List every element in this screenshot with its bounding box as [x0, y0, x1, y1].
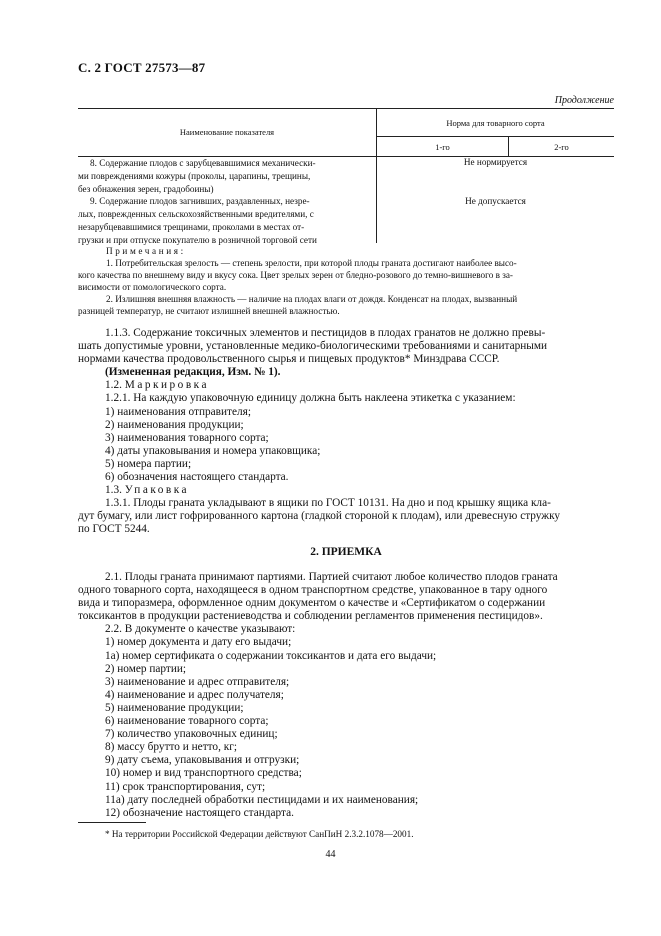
table-row-9: [78, 195, 372, 247]
page-number: 44: [325, 849, 336, 860]
subsection-13-heading: [78, 484, 614, 497]
subsection-title: Маркировка: [124, 379, 209, 392]
notes-title: Примечания:: [106, 246, 186, 256]
section-2-title: 2. ПРИЕМКА: [310, 546, 382, 558]
list-item: 3) наименование и адрес отправителя;: [105, 675, 290, 688]
list-item: 10) номер и вид транспортного средства;: [105, 767, 302, 780]
list-item: 11а) дату последней обработки пестицидами и их наименования;: [105, 793, 419, 806]
row-9-value: Не допускается: [465, 196, 526, 206]
list-item: 1) наименования отправителя;: [105, 405, 251, 418]
list-item: 6) наименование товарного сорта;: [105, 715, 269, 728]
paragraph-131: по ГОСТ 5244.: [78, 523, 150, 536]
section-1-body: [78, 327, 614, 537]
footnote: [78, 829, 614, 839]
col-grade2-header: 2-го: [554, 142, 569, 152]
subsection-number: 1.2.: [105, 379, 122, 392]
section-2-body: [78, 571, 614, 820]
list-item: 11) срок транспортирования, сут;: [105, 780, 266, 793]
list-item: 2) номер партии;: [105, 662, 187, 675]
table-subheader-border: [376, 136, 614, 137]
paragraph-21: токсикантов в продукции растениеводства и соблюдении регламентов применения пестицидов».: [78, 610, 543, 623]
footnote-text: * На территории Российской Федерации действуют СанПиН 2.3.2.1078—2001.: [105, 829, 414, 839]
paragraph-22: 2.2. В документе о качестве указывают:: [105, 623, 296, 636]
row-line: ми повреждениями кожуры (проколы, царапины, трещины,: [78, 171, 311, 181]
list-item: 5) наименование продукции;: [105, 701, 244, 714]
list-item: 1а) номер сертификата о содержании токсикантов и дата его выдачи;: [105, 649, 437, 662]
subsection-12-heading: [78, 379, 614, 392]
list-item: 9) дату съема, упаковывания и отгрузки;: [105, 754, 300, 767]
list-item: 12) обозначение настоящего стандарта.: [105, 806, 294, 819]
paragraph-113: шать допустимые уровни, установленные медико-биологическими требованиями и санитарными: [78, 340, 548, 353]
list-item: 2) наименования продукции;: [105, 418, 244, 431]
note-line: висимости от помологического сорта.: [78, 282, 227, 292]
row-line: без обнажения зерен, градобоины): [78, 184, 214, 194]
subsection-title: Упаковка: [124, 484, 190, 497]
continuation-label: Продолжение: [554, 95, 614, 106]
table-col-divider: [376, 108, 377, 243]
note-line: 1. Потребительская зрелость — степень зрелости, при которой плоды граната достигают наиболее высо-: [106, 258, 517, 268]
quality-table: [78, 108, 614, 243]
row-line: незарубцевавшимися трещинами, проколами в местах от-: [78, 222, 305, 232]
row-line: грузки и при отпуске покупателю в розничной торговой сети: [78, 235, 317, 245]
paragraph-113: нормами качества продовольственного сырья и пищевых продуктов* Минздрава СССР.: [78, 353, 500, 366]
col-name-header: Наименование показателя: [179, 127, 275, 137]
note-line: разницей температур, не считают излишней внешней влажностью.: [78, 306, 340, 316]
list-item: 8) массу брутто и нетто, кг;: [105, 741, 237, 754]
paragraph-21: 2.1. Плоды граната принимают партиями. Партией считают любое количество плодов граната: [105, 571, 558, 583]
footnote-separator: [78, 822, 146, 823]
page-header: С. 2 ГОСТ 27573—87: [78, 60, 206, 75]
list-item: 4) наименование и адрес получателя;: [105, 688, 284, 701]
row-line: лых, поврежденных сельскохозяйственными вредителями, с: [78, 209, 314, 219]
table-row-8: [78, 157, 372, 196]
list-item: 3) наименования товарного сорта;: [105, 431, 269, 444]
list-item: 5) номера партии;: [105, 457, 192, 470]
col-grade1-header: 1-го: [435, 142, 450, 152]
paragraph-21: вида и типоразмера, оформленное одним документом о качестве и «Сертификатом о содержании: [78, 597, 546, 610]
row-line: 8. Содержание плодов с зарубцевавшимися механически-: [90, 158, 316, 168]
paragraph-131: 1.3.1. Плоды граната укладывают в ящики по ГОСТ 10131. На дно и под крышку ящика кла-: [105, 497, 551, 510]
note-line: кого качества по внешнему виду и вкусу сока. Цвет зрелых зерен от бледно-розового до темно-вишневого в за-: [78, 270, 513, 280]
paragraph-131: дут бумагу, или лист гофрированного картона (гладкой стороной к плодам), или древесную стружку: [78, 510, 561, 523]
col-norm-header: Норма для товарного сорта: [446, 118, 545, 128]
edition-note: (Измененная редакция, Изм. № 1).: [105, 366, 281, 379]
row-8-value: Не нормируется: [463, 157, 528, 167]
notes-block: [78, 245, 614, 317]
list-item: 1) номер документа и дату его выдачи;: [105, 636, 292, 649]
subsection-number: 1.3.: [105, 484, 122, 497]
paragraph-21: одного товарного сорта, находящееся в одном транспортном средстве, упакованное в тару одного: [78, 584, 548, 597]
list-item: 6) обозначения настоящего стандарта.: [105, 471, 289, 484]
list-item: 4) даты упаковывания и номера упаковщика;: [105, 444, 321, 457]
row-line: 9. Содержание плодов загнивших, раздавленных, незре-: [90, 196, 310, 206]
list-item: 7) количество упаковочных единиц;: [105, 728, 278, 741]
note-line: 2. Излишняя внешняя влажность — наличие на плодах влаги от дождя. Конденсат на плодах, вызванный: [106, 294, 518, 304]
table-top-border: [78, 108, 614, 109]
paragraph-113: 1.1.3. Содержание токсичных элементов и пестицидов в плодах гранатов не должно превы-: [105, 327, 546, 339]
paragraph-121: 1.2.1. На каждую упаковочную единицу должна быть наклеена этикетка с указанием:: [105, 392, 516, 405]
